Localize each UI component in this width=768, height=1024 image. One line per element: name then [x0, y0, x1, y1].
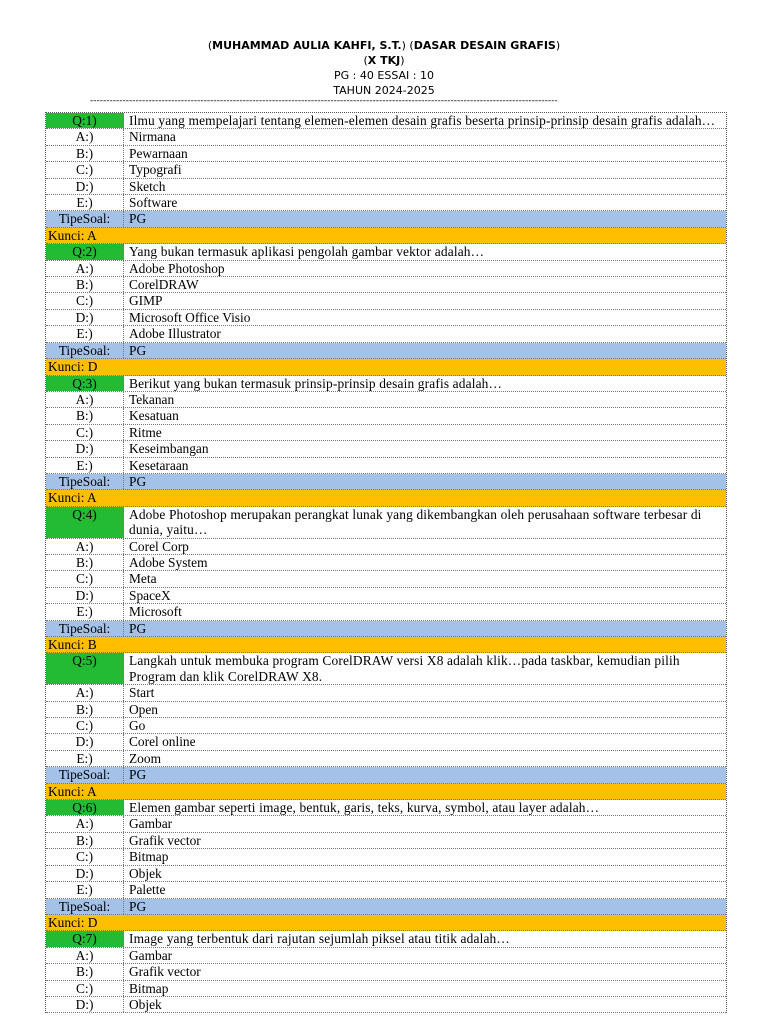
question-row — [46, 653, 726, 685]
option-text: CorelDRAW — [129, 277, 199, 293]
option-text: Corel Corp — [129, 538, 189, 554]
option-text: Pewarnaan — [129, 145, 188, 161]
question-row — [46, 800, 726, 816]
answer-key: Kunci: D — [48, 914, 98, 930]
option-letter: E:) — [46, 326, 124, 341]
option-text: Microsoft — [129, 604, 182, 620]
question-text: Ilmu yang mempelajari tentang elemen-elemen desain grafis beserta prinsip-prinsip desain grafis adalah… — [129, 113, 716, 128]
option-text: Ritme — [129, 424, 162, 440]
option-letter: A:) — [46, 948, 124, 963]
question-counts: PG : 40 ESSAI : 10 — [334, 69, 434, 82]
option-row — [46, 866, 726, 882]
question-row — [46, 244, 726, 260]
question-type-value: PG — [129, 342, 147, 358]
option-letter: D:) — [46, 997, 124, 1012]
option-letter: C:) — [46, 849, 124, 864]
option-letter: D:) — [46, 588, 124, 603]
option-text: Palette — [129, 882, 166, 898]
answer-key: Kunci: B — [48, 637, 97, 652]
option-text: Meta — [129, 571, 157, 587]
option-row — [46, 146, 726, 162]
paren: ( — [207, 39, 213, 52]
option-text: Microsoft Office Visio — [129, 309, 251, 325]
question-table — [45, 112, 727, 1013]
option-letter: E:) — [46, 604, 124, 619]
option-text: Start — [129, 685, 155, 701]
option-row — [46, 195, 726, 211]
document-header — [0, 38, 768, 98]
paren: ( — [363, 54, 368, 67]
question-number: Q:2) — [46, 244, 124, 259]
question-type-label: TipeSoal: — [46, 621, 124, 636]
answer-key: Kunci: D — [48, 359, 98, 375]
option-text: Open — [129, 701, 159, 717]
question-number: Q:5) — [46, 653, 124, 684]
question-type-row — [46, 211, 726, 227]
question-type-value: PG — [129, 767, 147, 783]
option-row — [46, 833, 726, 849]
answer-key-row — [46, 490, 726, 506]
question-type-value: PG — [129, 898, 147, 914]
question-text: Yang bukan termasuk aplikasi pengolah gambar vektor adalah… — [129, 244, 485, 260]
question-type-label: TipeSoal: — [46, 211, 124, 226]
option-text: Adobe Photoshop — [129, 260, 225, 276]
question-type-label: TipeSoal: — [46, 899, 124, 914]
option-text: Kesatuan — [129, 408, 179, 424]
option-letter: A:) — [46, 539, 124, 554]
option-row — [46, 734, 726, 750]
academic-year: TAHUN 2024-2025 — [333, 84, 435, 97]
paren: ) — [400, 54, 405, 67]
option-letter: E:) — [46, 751, 124, 766]
question-type-row — [46, 474, 726, 490]
option-text: Adobe System — [129, 554, 208, 570]
question-text: Image yang terbentuk dari rajutan sejumlah piksel atau titik adalah… — [129, 931, 510, 947]
header-line-2 — [0, 53, 768, 68]
question-row — [46, 507, 726, 539]
option-row — [46, 277, 726, 293]
option-letter: C:) — [46, 571, 124, 586]
option-text: Typografi — [129, 162, 182, 178]
option-letter: A:) — [46, 816, 124, 831]
question-text: Elemen gambar seperti image, bentuk, garis, teks, kurva, symbol, atau layer adalah… — [129, 800, 600, 816]
question-type-row — [46, 767, 726, 783]
option-letter: B:) — [46, 277, 124, 292]
option-row — [46, 964, 726, 980]
option-text: Corel online — [129, 734, 196, 750]
option-row — [46, 392, 726, 408]
answer-key: Kunci: A — [48, 783, 97, 799]
option-row — [46, 718, 726, 734]
option-row — [46, 261, 726, 277]
question-row — [46, 931, 726, 947]
answer-key-row — [46, 637, 726, 653]
question-number: Q:1) — [46, 113, 124, 128]
option-text: Gambar — [129, 947, 173, 963]
question-row — [46, 376, 726, 392]
header-line-1 — [0, 38, 768, 53]
option-letter: B:) — [46, 555, 124, 570]
option-row — [46, 685, 726, 701]
subject-name: DASAR DESAIN GRAFIS — [413, 39, 556, 52]
option-letter: B:) — [46, 833, 124, 848]
option-row — [46, 604, 726, 620]
option-row — [46, 310, 726, 326]
option-row — [46, 539, 726, 555]
option-text: Bitmap — [129, 980, 169, 996]
question-type-value: PG — [129, 211, 147, 227]
question-number: Q:3) — [46, 376, 124, 391]
option-text: Bitmap — [129, 849, 169, 865]
option-text: Nirmana — [129, 129, 176, 145]
option-row — [46, 179, 726, 195]
option-letter: C:) — [46, 162, 124, 177]
option-text: Grafik vector — [129, 832, 201, 848]
question-text: Berikut yang bukan termasuk prinsip-prinsip desain grafis adalah… — [129, 375, 503, 391]
option-text: Grafik vector — [129, 964, 201, 980]
question-text: Adobe Photoshop merupakan perangkat lunak yang dikembangkan oleh perusahaan software terbesar di dunia, yaitu… — [129, 506, 702, 538]
question-type-row — [46, 343, 726, 359]
question-row — [46, 113, 726, 129]
option-row — [46, 948, 726, 964]
question-type-row — [46, 899, 726, 915]
question-text: Langkah untuk membuka program CorelDRAW versi X8 adalah klik…pada taskbar, kemudian pilih Program dan klik CorelDRAW X8. — [129, 653, 680, 684]
option-row — [46, 162, 726, 178]
option-letter: D:) — [46, 734, 124, 749]
option-letter: C:) — [46, 425, 124, 440]
option-letter: D:) — [46, 866, 124, 881]
option-text: Keseimbangan — [129, 441, 209, 457]
option-text: Objek — [129, 865, 162, 881]
option-text: Sketch — [129, 178, 166, 194]
option-row — [46, 997, 726, 1013]
question-number: Q:6) — [46, 800, 124, 815]
option-letter: E:) — [46, 195, 124, 210]
option-letter: B:) — [46, 964, 124, 979]
option-letter: B:) — [46, 702, 124, 717]
option-row — [46, 588, 726, 604]
option-row — [46, 129, 726, 145]
option-text: Gambar — [129, 816, 173, 832]
option-letter: A:) — [46, 392, 124, 407]
option-row — [46, 751, 726, 767]
option-row — [46, 408, 726, 424]
option-letter: D:) — [46, 441, 124, 456]
option-text: Adobe Illustrator — [129, 326, 221, 342]
question-type-value: PG — [129, 473, 147, 489]
option-letter: A:) — [46, 685, 124, 700]
question-number: Q:7) — [46, 931, 124, 946]
question-type-label: TipeSoal: — [46, 343, 124, 358]
option-letter: A:) — [46, 129, 124, 144]
answer-key-row — [46, 915, 726, 931]
paren: ) — [555, 39, 561, 52]
answer-key-row — [46, 784, 726, 800]
option-row — [46, 849, 726, 865]
class-name: X TKJ — [367, 54, 401, 67]
option-text: SpaceX — [129, 587, 171, 603]
option-letter: E:) — [46, 882, 124, 897]
option-row — [46, 458, 726, 474]
question-type-label: TipeSoal: — [46, 474, 124, 489]
option-letter: D:) — [46, 179, 124, 194]
question-type-value: PG — [129, 620, 147, 636]
answer-key: Kunci: A — [48, 490, 97, 506]
answer-key: Kunci: A — [48, 227, 97, 243]
option-text: Zoom — [129, 750, 161, 766]
option-row — [46, 425, 726, 441]
option-row — [46, 702, 726, 718]
option-letter: D:) — [46, 310, 124, 325]
option-letter: E:) — [46, 458, 124, 473]
option-row — [46, 326, 726, 342]
option-row — [46, 981, 726, 997]
teacher-name: MUHAMMAD AULIA KAHFI, S.T. — [212, 39, 402, 52]
paren: ) ( — [401, 39, 414, 52]
question-number: Q:4) — [46, 507, 124, 538]
option-row — [46, 882, 726, 898]
option-letter: C:) — [46, 293, 124, 308]
option-text: Tekanan — [129, 391, 175, 407]
option-letter: A:) — [46, 261, 124, 276]
option-row — [46, 293, 726, 309]
option-letter: B:) — [46, 408, 124, 423]
option-text: Kesetaraan — [129, 457, 189, 473]
option-text: Software — [129, 195, 178, 211]
header-divider: ------------------------------------------------------------------------------------------------------------------------------------------------ — [90, 96, 558, 106]
option-row — [46, 555, 726, 571]
option-text: Objek — [129, 996, 162, 1012]
option-text: GIMP — [129, 293, 163, 309]
answer-key-row — [46, 228, 726, 244]
option-letter: C:) — [46, 718, 124, 733]
option-letter: B:) — [46, 146, 124, 161]
question-type-row — [46, 621, 726, 637]
option-text: Go — [129, 718, 146, 734]
question-type-label: TipeSoal: — [46, 767, 124, 782]
answer-key-row — [46, 359, 726, 375]
option-row — [46, 816, 726, 832]
option-row — [46, 571, 726, 587]
option-row — [46, 441, 726, 457]
option-letter: C:) — [46, 981, 124, 996]
